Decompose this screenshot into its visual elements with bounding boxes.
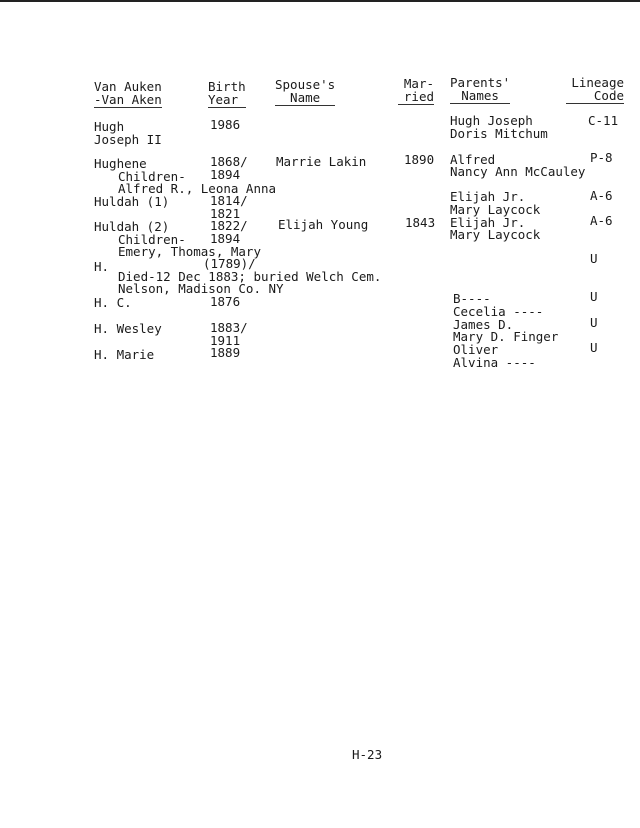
entry-hughene-spouse: Marrie Lakin — [276, 154, 367, 169]
entry-huldah1-parent2: Mary Laycock — [450, 202, 541, 217]
entry-huldah2-married: 1843 — [405, 215, 436, 230]
entry-h-birth: (1789)/ — [203, 256, 256, 271]
entry-hugh-birth: 1986 — [210, 117, 241, 132]
entry-huldah2-name: Huldah (2) — [94, 219, 170, 234]
entry-huldah2-code: A-6 — [590, 213, 613, 228]
entry-hughene-children-label: Children- — [118, 169, 186, 184]
entry-huldah2-children-label: Children- — [118, 232, 186, 247]
entry-huldah1-birth: 1814/ — [210, 193, 248, 208]
entry-hugh-name: Hugh — [94, 119, 125, 134]
entry-hughene-children: Alfred R., Leona Anna — [118, 181, 277, 196]
entry-hughene-married: 1890 — [404, 152, 435, 167]
entry-h-code: U — [590, 251, 598, 266]
entry-hmarie-parent1: Oliver — [453, 342, 499, 357]
entry-hmarie-name: H. Marie — [94, 347, 155, 362]
top-border-line — [0, 0, 640, 2]
entry-hugh-name-line2: Joseph II — [94, 132, 162, 147]
entry-hughene-parent1: Alfred — [450, 152, 496, 167]
entry-huldah2-parent1: Elijah Jr. — [450, 215, 526, 230]
entry-huldah2-spouse: Elijah Young — [278, 217, 369, 232]
entry-hc-parent2: Cecelia ---- — [453, 304, 544, 319]
entry-hc-code: U — [590, 289, 598, 304]
header-spouse-name: Spouse's Name — [275, 77, 336, 105]
entry-h-note2: Nelson, Madison Co. NY — [118, 281, 284, 296]
entry-hugh-parent1: Hugh Joseph — [450, 113, 533, 128]
entry-hmarie-code: U — [590, 340, 598, 355]
entry-hc-birth: 1876 — [210, 294, 241, 309]
entry-huldah1-name: Huldah (1) — [94, 194, 170, 209]
entry-hugh-code: C-11 — [588, 113, 619, 128]
entry-hwesley-birth: 1883/ — [210, 320, 248, 335]
entry-hc-name: H. C. — [94, 295, 132, 310]
header-parents-names: Parents' Names — [450, 75, 511, 103]
entry-hughene-birth: 1868/ — [210, 154, 248, 169]
entry-hughene-name: Hughene — [94, 156, 147, 171]
entry-hughene-code: P-8 — [590, 150, 613, 165]
entry-hwesley-parent2: Mary D. Finger — [453, 329, 559, 344]
header-lineage-code: Lineage Code — [566, 76, 624, 104]
entry-huldah1-parent1: Elijah Jr. — [450, 189, 526, 204]
entry-h-note1: Died-12 Dec 1883; buried Welch Cem. — [118, 269, 382, 284]
entry-huldah2-birth-line2: 1894 — [210, 231, 241, 246]
entry-hmarie-birth: 1889 — [210, 345, 241, 360]
entry-hwesley-birth-line2: 1911 — [210, 333, 241, 348]
entry-h-name: H. — [94, 259, 110, 274]
entry-hwesley-name: H. Wesley — [94, 321, 162, 336]
entry-huldah2-birth: 1822/ — [210, 218, 248, 233]
header-birth-year: Birth Year — [208, 79, 246, 107]
header-surname: Van Auken -Van Aken — [94, 79, 162, 107]
entry-hwesley-code: U — [590, 315, 598, 330]
entry-hugh-parent2: Doris Mitchum — [450, 126, 548, 141]
page-number: H-23 — [352, 747, 383, 762]
entry-hmarie-parent2: Alvina ---- — [453, 355, 536, 370]
entry-hughene-parent2: Nancy Ann McCauley — [450, 164, 586, 179]
header-married: Mar- ried — [398, 77, 434, 105]
entry-hwesley-parent1: James D. — [453, 317, 514, 332]
entry-hughene-birth-line2: 1894 — [210, 167, 241, 182]
entry-huldah2-children: Emery, Thomas, Mary — [118, 244, 261, 259]
entry-huldah1-code: A-6 — [590, 188, 613, 203]
entry-huldah2-parent2: Mary Laycock — [450, 227, 541, 242]
entry-huldah1-birth-line2: 1821 — [210, 206, 241, 221]
entry-hc-parent1: B---- — [453, 291, 491, 306]
